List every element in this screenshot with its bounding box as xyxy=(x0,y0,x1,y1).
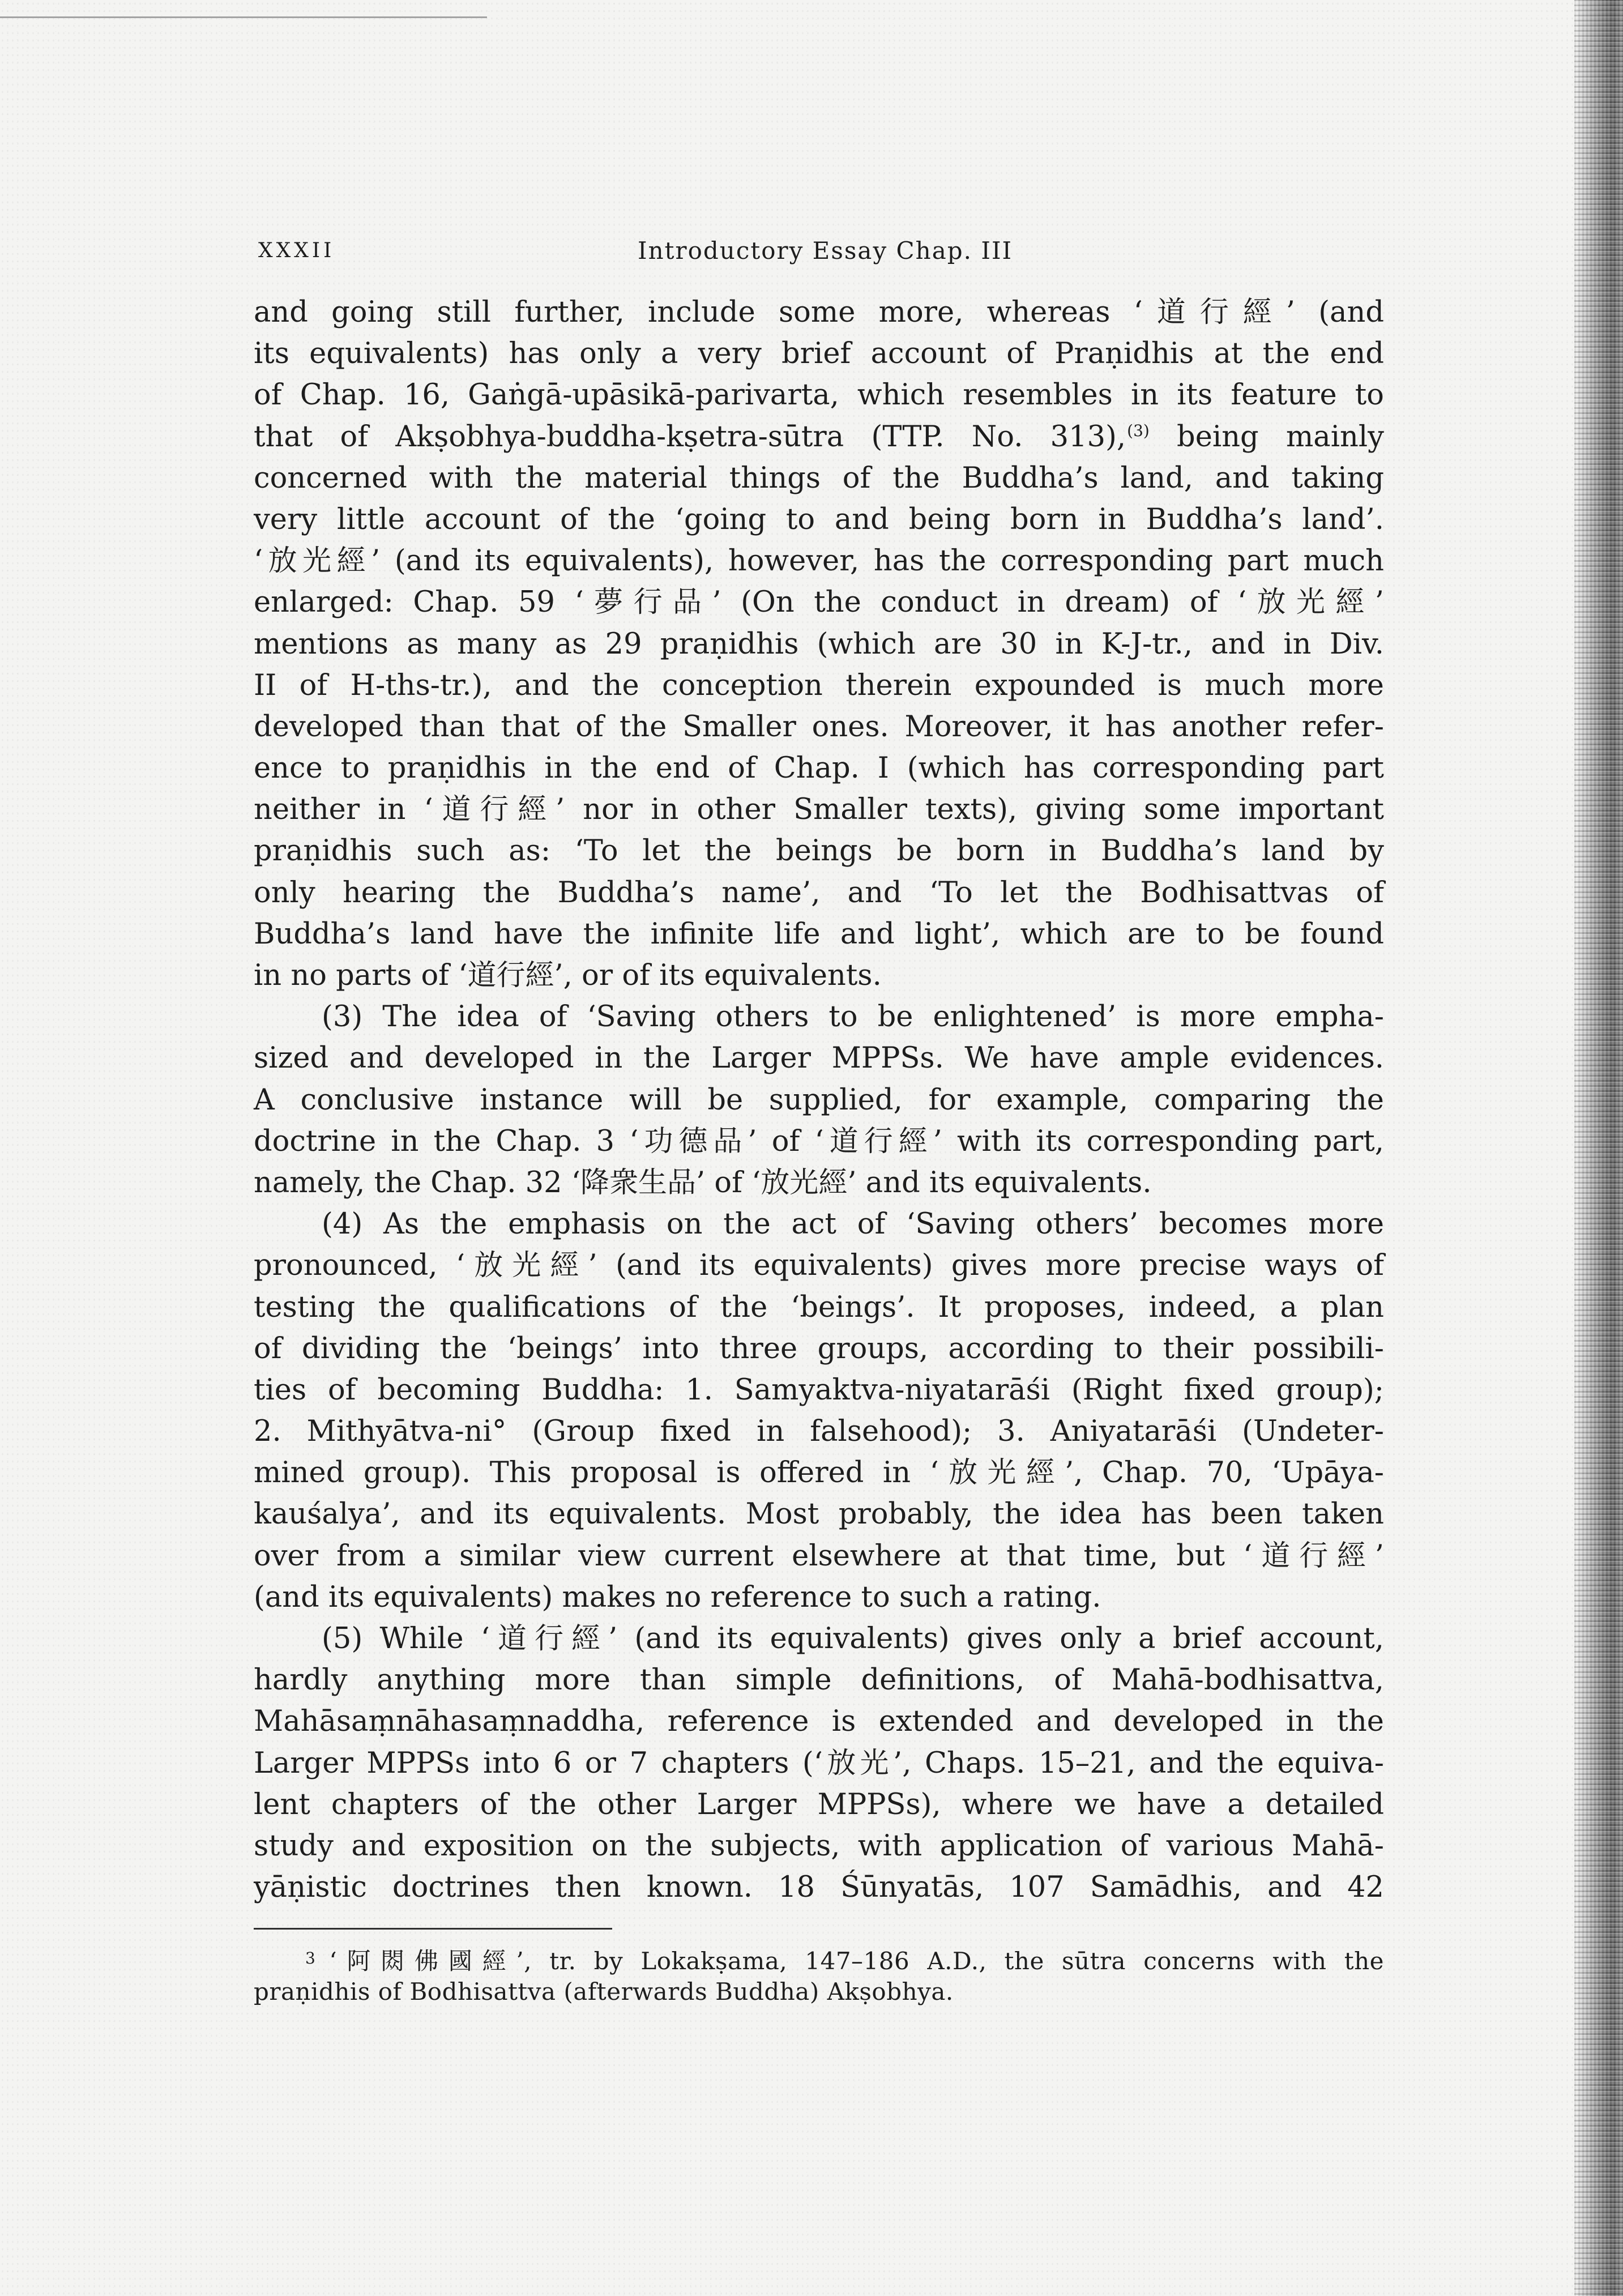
body-line: pronounced, ‘放光經’ (and its equivalents) gives more precise ways of xyxy=(254,1249,1384,1283)
body-line: developed than that of the Smaller ones. Moreover, it has another refer- xyxy=(254,710,1384,744)
body-line: ties of becoming Buddha: 1. Samyaktva-niyatarāśi (Right fixed group); xyxy=(254,1373,1384,1407)
body-line: neither in ‘道行經’ nor in other Smaller texts), giving some important xyxy=(254,793,1384,827)
top-scan-rule xyxy=(0,16,487,18)
paragraph-5 xyxy=(254,1618,1384,1908)
body-line-text: that of Akṣobhya-buddha-kṣetra-sūtra (TTP. No. 313), xyxy=(254,420,1126,454)
body-line: concerned with the material things of the Buddha’s land, and taking xyxy=(254,461,1384,495)
body-line: ence to praṇidhis in the end of Chap. I (which has corresponding part xyxy=(254,752,1384,786)
body-line: mined group). This proposal is offered in ‘放光經’, Chap. 70, ‘Upāya- xyxy=(254,1456,1384,1490)
paragraph-3 xyxy=(254,996,1384,1204)
body-line: over from a similar view current elsewhere at that time, but ‘道行經’ xyxy=(254,1539,1384,1573)
footnote-divider xyxy=(254,1928,612,1930)
body-line xyxy=(254,416,1384,458)
body-line: praṇidhis such as: ‘To let the beings be born in Buddha’s land by xyxy=(254,834,1384,868)
body-line: sized and developed in the Larger MPPSs. We have ample evidences. xyxy=(254,1042,1384,1076)
body-line: enlarged: Chap. 59 ‘夢行品’ (On the conduct in dream) of ‘放光經’ xyxy=(254,586,1384,620)
footnote-reference: (3) xyxy=(1127,421,1150,440)
body-line-text: being mainly xyxy=(1149,420,1384,454)
page-number: XXXII xyxy=(258,239,335,262)
body-line: and going still further, include some more, whereas ‘道行經’ (and xyxy=(254,296,1384,329)
paragraph-continued xyxy=(254,292,1384,996)
body-line: very little account of the ‘going to and being born in Buddha’s land’. xyxy=(254,502,1384,536)
body-line: Buddha’s land have the infinite life and light’, which are to be found xyxy=(254,917,1384,951)
body-line: lent chapters of the other Larger MPPSs), where we have a detailed xyxy=(254,1787,1384,1821)
scan-edge-shadow xyxy=(1574,0,1623,2296)
body-line: namely, the Chap. 32 ‘降衆生品’ of ‘放光經’ and its equivalents. xyxy=(254,1166,1152,1200)
body-line: study and exposition on the subjects, with application of various Mahā- xyxy=(254,1829,1384,1863)
body-line: testing the qualifications of the ‘beings’. It proposes, indeed, a plan xyxy=(254,1290,1384,1324)
body-line: in no parts of ‘道行經’, or of its equivalents. xyxy=(254,959,882,992)
body-line: mentions as many as 29 praṇidhis (which are 30 in K-J-tr., and in Div. xyxy=(254,627,1384,661)
footnote-line-text: ‘阿閦佛國經’, tr. by Lokakṣama, 147–186 A.D., the sūtra concerns with the xyxy=(329,1947,1384,1975)
body-line: kauśalya’, and its equivalents. Most probably, the idea has been taken xyxy=(254,1497,1384,1531)
body-line: of dividing the ‘beings’ into three groups, according to their possibili- xyxy=(254,1331,1384,1365)
paragraph-4 xyxy=(254,1204,1384,1618)
footnote-line: praṇidhis of Bodhisattva (afterwards Buddha) Akṣobhya. xyxy=(254,1978,954,2005)
body-line: doctrine in the Chap. 3 ‘功德品’ of ‘道行經’ with its corresponding part, xyxy=(254,1124,1384,1158)
footnote-line xyxy=(254,1946,1384,1977)
body-line: (3) The idea of ‘Saving others to be enlightened’ is more empha- xyxy=(322,1000,1384,1034)
footnote-mark: 3 xyxy=(305,1949,316,1968)
body-line: (5) While ‘道行經’ (and its equivalents) gives only a brief account, xyxy=(322,1622,1384,1655)
footnote xyxy=(254,1946,1384,2007)
running-title: Introductory Essay Chap. III xyxy=(638,237,1013,264)
body-line: only hearing the Buddha’s name’, and ‘To let the Bodhisattvas of xyxy=(254,876,1384,910)
body-line: A conclusive instance will be supplied, for example, comparing the xyxy=(254,1083,1384,1117)
body-line: 2. Mithyātva-ni° (Group fixed in falsehood); 3. Aniyatarāśi (Undeter- xyxy=(254,1415,1384,1449)
body-line: (4) As the emphasis on the act of ‘Saving others’ becomes more xyxy=(322,1207,1384,1241)
body-line: II of H-ths-tr.), and the conception therein expounded is much more xyxy=(254,668,1384,702)
body-line: of Chap. 16, Gaṅgā-upāsikā-parivarta, which resembles in its feature to xyxy=(254,378,1384,412)
body-line: its equivalents) has only a very brief account of Praṇidhis at the end xyxy=(254,337,1384,371)
body-line: (and its equivalents) makes no reference to such a rating. xyxy=(254,1580,1101,1614)
body-line: ‘放光經’ (and its equivalents), however, has the corresponding part much xyxy=(254,544,1384,578)
running-header xyxy=(0,236,1623,266)
body-line: hardly anything more than simple definitions, of Mahā-bodhisattva, xyxy=(254,1663,1384,1697)
body-text xyxy=(254,292,1384,1908)
body-line: Mahāsaṃnāhasaṃnaddha, reference is extended and developed in the xyxy=(254,1705,1384,1739)
body-line: yāṇistic doctrines then known. 18 Śūnyatās, 107 Samādhis, and 42 xyxy=(254,1871,1384,1905)
body-line: Larger MPPSs into 6 or 7 chapters (‘放光’, Chaps. 15–21, and the equiva- xyxy=(254,1746,1384,1780)
